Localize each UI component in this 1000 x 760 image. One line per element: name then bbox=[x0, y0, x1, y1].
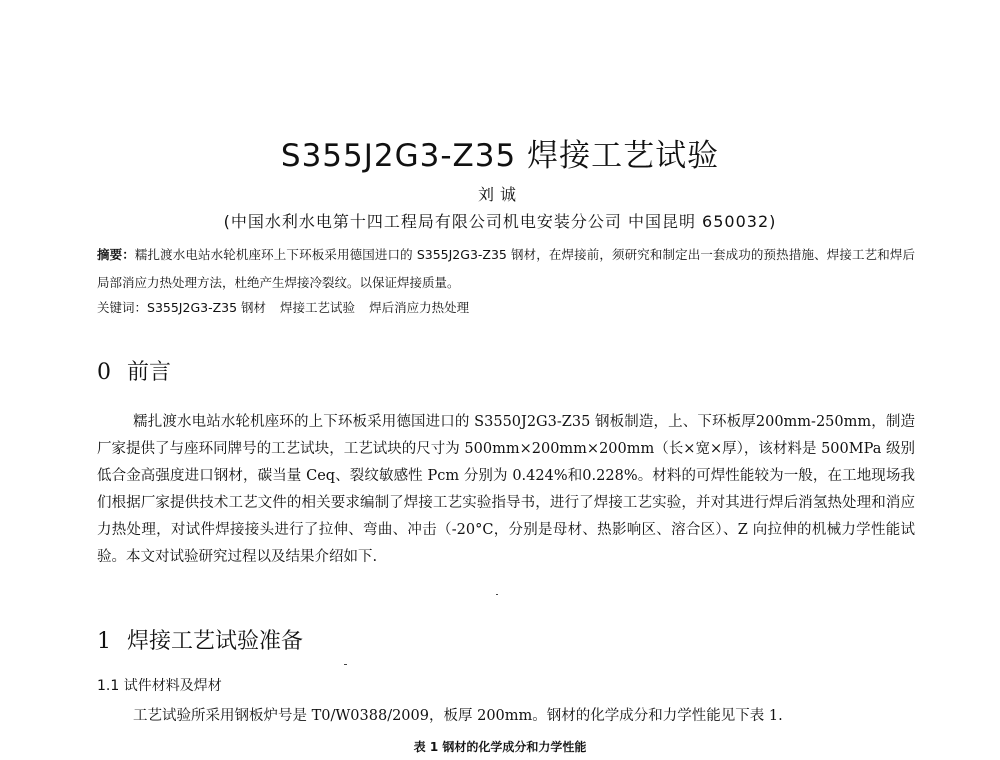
author-affiliation: (中国水利水电第十四工程局有限公司机电安装分公司 中国昆明 650032) bbox=[223, 212, 777, 231]
keywords bbox=[97, 296, 915, 320]
paper-title: S355J2G3-Z35 焊接工艺试验 bbox=[280, 138, 720, 174]
section-title: 焊接工艺试验准备 bbox=[127, 629, 304, 654]
section-heading-intro bbox=[97, 355, 171, 386]
subsection-heading: 1.1 试件材料及焊材 bbox=[97, 678, 222, 694]
intro-paragraph-text: 糯扎渡水电站水轮机座环的上下环板采用德国进口的 S3550J2G3-Z35 钢板制造，上、下环板厚200mm-250mm，制造厂家提供了与座环同牌号的工艺试块，工艺试块的尺寸为 500mm×200mm×200mm（长×宽×厚），该材料是 500MPa 级别低合金高强度进口钢材，碳当量 Ceq、裂纹敏感性 Pcm 分别为 0.424%和0.228%。材料的可焊性能较为一般，在工地现场我们根据厂家提供技术工艺文件的相关要求编制了焊接工艺实验指导书，进行了焊接工艺实验，并对其进行焊后消氢热处理和消应力热处理，对试件焊接接头进行了拉伸、弯曲、冲击（-20°C，分别是母材、热影响区、溶合区）、Z 向拉伸的机械力学性能试验。本文对试验研究过程以及结果介绍如下. bbox=[97, 414, 915, 565]
keyword-item: S355J2G3-Z35 钢材 bbox=[147, 300, 267, 315]
keyword-item: 焊接工艺试验 bbox=[280, 300, 356, 315]
scan-speck bbox=[496, 594, 498, 595]
scan-speck bbox=[344, 664, 347, 665]
section-heading-prep bbox=[97, 624, 303, 655]
author-name: 刘诚 bbox=[477, 185, 522, 204]
abstract-label: 摘要： bbox=[97, 247, 135, 262]
keyword-item: 焊后消应力热处理 bbox=[369, 300, 470, 315]
table-caption: 表 1 钢材的化学成分和力学性能 bbox=[413, 740, 587, 754]
section-number: 1 bbox=[97, 629, 111, 654]
materials-paragraph: 工艺试验所采用钢板炉号是 T0/W0388/2009，板厚 200mm。钢材的化学成分和力学性能见下表 1. bbox=[133, 708, 783, 724]
section-title: 前言 bbox=[127, 360, 172, 385]
keywords-label: 关键词： bbox=[97, 300, 148, 315]
section-number: 0 bbox=[97, 360, 111, 385]
abstract-text: 糯扎渡水电站水轮机座环上下环板采用德国进口的 S355J2G3-Z35 钢材，在焊接前，须研究和制定出一套成功的预热措施、焊接工艺和焊后局部消应力热处理方法，杜绝产生焊接冷裂纹。以保证焊接质量。 bbox=[97, 247, 915, 290]
abstract bbox=[97, 241, 915, 297]
intro-paragraph bbox=[97, 409, 915, 571]
